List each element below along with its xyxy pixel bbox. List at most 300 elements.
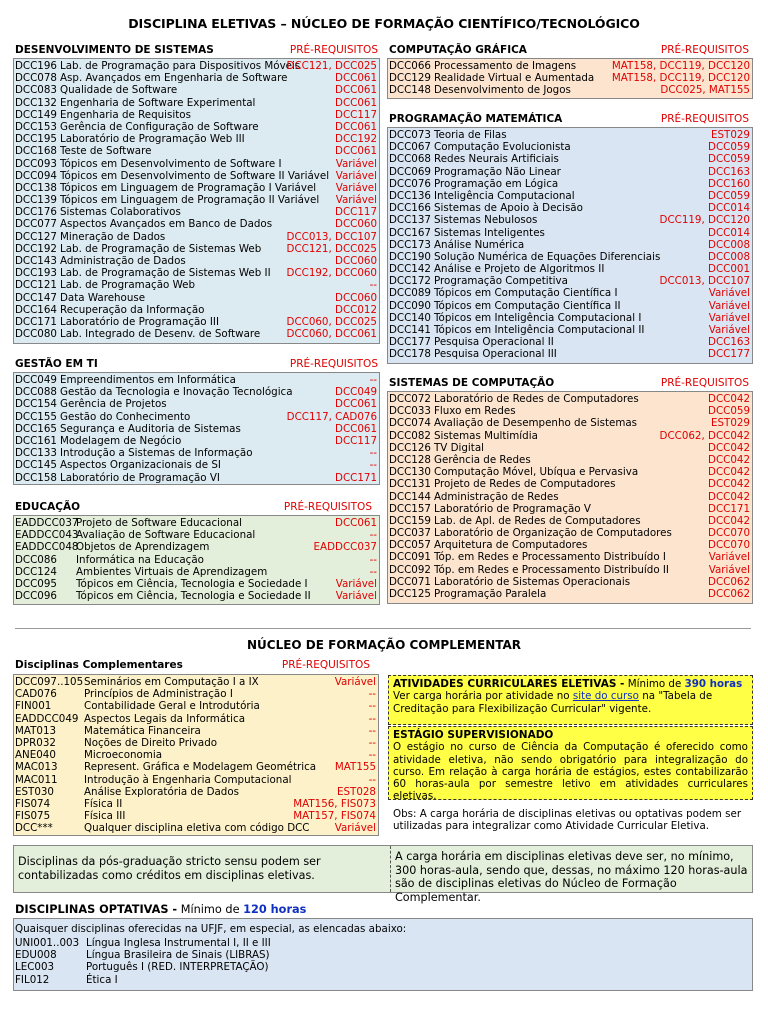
course-prereq: -- [368,712,376,725]
table-row [388,300,752,312]
course-code: DCC154 [15,398,57,411]
section-title: PROGRAMAÇÃO MATEMÁTICA [389,113,563,125]
section-header-desenvolvimento [15,44,378,58]
table-row [14,255,379,267]
course-prereq: Variável [708,551,750,564]
course-code: DCC069 [389,165,431,178]
table-row [14,786,378,798]
course-code: DCC137 [389,214,431,227]
course-prereq: DCC192, DCC060 [286,267,377,280]
course-code: DCC125 [389,588,431,600]
course-name: Lab. de Programação para Dispositivos Móveis [60,60,301,72]
course-prereq: DCC060 [335,255,377,267]
course-prereq: DCC025, MAT155 [660,84,750,97]
course-code: DCC049 [15,374,57,386]
course-prereq: DCC119, DCC120 [659,214,750,227]
course-prereq: DCC042 [708,441,750,454]
course-code: DCC147 [15,291,57,304]
table-row [388,478,752,490]
table-row [388,263,752,275]
table-row [388,430,752,442]
course-name: Tópicos em Inteligência Computacional I [434,311,642,324]
course-code: DCC094 [15,169,57,182]
course-code: DCC166 [389,202,431,215]
course-code: DCC136 [389,189,431,202]
course-code: DCC092 [389,563,431,576]
course-code: DCC129 [389,72,431,85]
course-prereq: DCC001 [708,263,750,276]
course-prereq: DCC117 [335,434,377,447]
course-name: Modelagem de Negócio [60,434,182,447]
table-row [388,588,752,600]
course-prereq: DCC163 [708,336,750,349]
section-title: COMPUTAÇÃO GRÁFICA [389,44,527,56]
course-code: DPR032 [15,736,56,749]
table-row [14,133,379,145]
course-name: Análise Numérica [434,238,525,251]
course-prereq: -- [369,279,377,292]
table-row [388,153,752,165]
course-name: Ética I [86,973,118,986]
table-row [14,386,379,398]
course-code: DCC138 [15,181,57,194]
course-name: Teste de Software [60,145,152,158]
course-code: DCC193 [15,267,57,280]
course-code: DCC093 [15,157,57,170]
course-name: Inteligência Computacional [434,189,575,202]
course-prereq: DCC060, DCC025 [286,315,377,328]
course-name: Data Warehouse [60,291,146,304]
atividades-text1: Ver carga horária por atividade no [393,690,573,703]
table-desenvolvimento [13,58,380,344]
course-prereq: DCC049 [335,386,377,399]
course-code: DCC195 [15,133,57,146]
course-prereq: DCC014 [708,226,750,239]
course-prereq: -- [368,724,376,737]
course-name: Aspectos Legais da Informática [84,712,246,725]
course-prereq: DCC060 [335,291,377,304]
course-name: Português I (RED. INTERPRETAÇÃO) [86,961,269,974]
course-name: Qualidade de Software [60,84,178,97]
course-name: Redes Neurais Artificiais [434,153,559,166]
course-name: Tópicos em Ciência, Tecnologia e Sociedade II [76,590,311,603]
course-name: Laboratório de Programação Web III [60,133,245,146]
prereq-label: PRÉ-REQUISITOS [289,358,378,370]
course-name: Realidade Virtual e Aumentada [434,72,595,85]
table-row [388,72,752,84]
course-code: MAT013 [15,724,57,737]
course-code: DCC131 [389,478,431,491]
table-row [14,194,379,206]
course-prereq: MAT158, DCC119, DCC120 [611,60,750,72]
table-row [388,336,752,348]
course-name: Seminários em Computação I a IX [84,676,259,688]
course-code: DCC074 [389,417,431,430]
course-code: DCC159 [389,514,431,527]
course-code: DCC089 [389,287,431,300]
table-row [388,551,752,563]
course-name: Aspectos Organizacionais de SI [60,459,221,472]
course-name: Empreendimentos em Informática [60,374,236,386]
table-row [14,700,378,712]
course-code: DCC067 [389,141,431,154]
table-row [14,974,752,986]
section-title: DESENVOLVIMENTO DE SISTEMAS [15,44,214,56]
course-prereq: -- [368,688,376,701]
table-row [14,316,379,328]
course-prereq: -- [369,447,377,460]
section-header-sistemas [389,377,749,391]
course-name: Sistemas de Apoio à Decisão [434,202,583,215]
table-row [14,182,379,194]
course-name: Tópicos em Linguagem de Programação II Variável [60,194,320,207]
table-row [388,166,752,178]
section-title: EDUCAÇÃO [15,501,81,513]
table-row [14,145,379,157]
course-code: DCC082 [389,429,431,442]
table-row [14,170,379,182]
table-row [388,515,752,527]
course-name: Laboratório de Organização de Computadores [434,527,672,540]
optativas-intro: Quaisquer disciplinas oferecidas na UFJF, em especial, as elencadas abaixo: [15,923,407,935]
course-name: Pesquisa Operacional III [434,348,557,361]
course-name: Lab. Integrado de Desenv. de Software [60,328,261,341]
course-name: Tópicos em Computação Científica II [434,299,621,312]
course-name: Sistemas Inteligentes [434,226,545,239]
course-code: DCC033 [389,405,431,418]
section-title: Disciplinas Complementares [15,659,183,671]
course-prereq: DCC121, DCC025 [286,60,377,72]
course-prereq: DCC177 [708,348,750,361]
table-row [14,529,379,541]
table-row [388,60,752,72]
course-prereq: Variável [708,324,750,336]
course-name: Tóp. em Redes e Processamento Distribuído II [434,563,669,576]
course-code: ANE040 [15,749,56,762]
course-code: DCC132 [15,96,57,109]
course-code: DCC077 [15,218,57,231]
table-row [14,304,379,316]
course-prereq: -- [368,773,376,786]
course-prereq: Variável [335,577,377,590]
table-row [14,459,379,471]
course-prereq: DCC042 [708,514,750,527]
table-row [388,239,752,251]
course-name: Tópicos em Inteligência Computacional II [434,324,645,336]
course-name: Aspectos Avançados em Banco de Dados [60,218,273,231]
table-row [14,688,378,700]
course-name: Física III [84,810,126,823]
course-code: DCC121 [15,279,57,292]
table-row [14,97,379,109]
course-code: FIS075 [15,810,51,823]
course-name: Projeto de Software Educacional [76,517,243,529]
course-prereq: DCC008 [708,250,750,263]
optativas-header [15,903,306,916]
table-row [14,749,378,761]
course-name: Informática na Educação [76,553,204,566]
course-code: DCC*** [15,822,53,835]
table-row [388,393,752,405]
course-code: DCC124 [15,565,57,578]
course-name: Gestão do Conhecimento [60,410,191,423]
estagio-text: O estágio no curso de Ciência da Computação é oferecido como atividade eletiva, não sendo obrigatório para integralização do curso. Em relação à carga horária de estágios, estes contabilizarão 60 horas-aula por semestre letivo em atividades curriculares eletivas. [393,741,748,803]
course-name: Lab. de Programação de Sistemas Web [60,242,262,255]
course-prereq: -- [368,736,376,749]
table-row [14,554,379,566]
course-name: Introdução à Engenharia Computacional [84,773,292,786]
course-prereq: DCC042 [708,453,750,466]
course-prereq: -- [369,553,377,566]
course-code: DCC127 [15,230,57,243]
table-row [14,949,752,961]
course-prereq: DCC061 [335,145,377,158]
table-row [388,214,752,226]
course-code: DCC190 [389,250,431,263]
course-prereq: -- [369,459,377,472]
course-prereq: EST029 [711,417,750,430]
course-code: DCC139 [15,194,57,207]
course-code: DCC145 [15,459,57,472]
table-gestao [13,372,380,485]
pos-grad-note: Disciplinas da pós-graduação stricto sensu podem ser contabilizadas como créditos em disciplinas eletivas. [18,855,321,882]
table-row [388,84,752,96]
site-do-curso-link[interactable]: site do curso [572,690,639,703]
course-code: DCC196 [15,60,57,72]
course-code: DCC090 [389,299,431,312]
table-row [388,503,752,515]
course-name: Microeconomia [84,749,163,762]
table-row [14,566,379,578]
table-row [14,374,379,386]
course-prereq: EST028 [337,785,376,798]
course-code: FIL012 [15,973,50,986]
optativas-min-label: Mínimo de [177,903,244,916]
course-name: Sistemas Colaborativos [60,206,181,219]
course-prereq: DCC059 [708,405,750,418]
course-prereq: DCC062 [708,575,750,588]
course-code: DCC142 [389,263,431,276]
course-code: DCC037 [389,527,431,540]
table-row [14,411,379,423]
course-prereq: DCC061 [335,72,377,85]
table-row [14,590,379,602]
table-row [388,405,752,417]
table-row [388,417,752,429]
course-code: EDU008 [15,949,57,962]
course-prereq: DCC013, DCC107 [286,230,377,243]
course-prereq: Variável [334,822,376,835]
course-prereq: DCC061 [335,517,377,529]
table-row [14,578,379,590]
course-code: DCC153 [15,120,57,133]
table-row [388,527,752,539]
course-name: Engenharia de Software Experimental [60,96,256,109]
course-name: Laboratório de Programação VI [60,471,220,484]
course-name: Pesquisa Operacional II [434,336,554,349]
course-prereq: Variável [334,676,376,688]
table-row [388,287,752,299]
table-row [14,937,752,949]
course-prereq: EST029 [711,129,750,141]
course-name: Laboratório de Sistemas Operacionais [434,575,631,588]
course-code: FIN001 [15,700,52,713]
course-code: DCC057 [389,539,431,552]
course-name: Engenharia de Requisitos [60,108,191,121]
course-name: Física II [84,797,123,810]
table-row [14,961,752,973]
prereq-label: PRÉ-REQUISITOS [289,44,378,56]
table-row [14,541,379,553]
course-name: Segurança e Auditoria de Sistemas [60,422,241,435]
course-name: Análise Exploratória de Dados [84,785,240,798]
course-code: EADDCC048 [15,541,79,554]
table-row [388,324,752,336]
course-code: DCC143 [15,255,57,267]
course-code: MAC013 [15,761,58,774]
course-prereq: DCC061 [335,398,377,411]
table-row [388,202,752,214]
table-row [14,158,379,170]
course-prereq: Variável [708,287,750,300]
course-code: DCC141 [389,324,431,336]
course-name: Sistemas Nebulosos [434,214,538,227]
course-code: UNI001..003 [15,937,80,949]
course-code: EADDCC043 [15,529,79,542]
table-row [14,398,379,410]
table-row [14,231,379,243]
course-code: DCC167 [389,226,431,239]
course-name: Objetos de Aprendizagem [76,541,210,554]
table-row [14,243,379,255]
course-prereq: -- [368,749,376,762]
course-code: DCC086 [15,553,57,566]
table-row [14,761,378,773]
table-row [14,737,378,749]
optativas-hours: 120 horas [243,903,307,916]
course-name: Ambientes Virtuais de Aprendizagem [76,565,268,578]
course-prereq: Variável [335,169,377,182]
course-name: Língua Brasileira de Sinais (LIBRAS) [86,949,270,962]
course-prereq: DCC042 [708,466,750,479]
course-name: Matemática Financeira [84,724,201,737]
course-code: DCC088 [15,386,57,399]
section-header-matematica [389,113,749,127]
course-code: DCC177 [389,336,431,349]
course-name: Represent. Gráfica e Modelagem Geométrica [84,761,317,774]
course-code: DCC133 [15,447,57,460]
course-name: TV Digital [434,441,485,454]
course-name: Sistemas Multimídia [434,429,538,442]
course-prereq: -- [369,565,377,578]
course-prereq: DCC117, CAD076 [286,410,377,423]
course-code: DCC078 [15,72,57,85]
course-code: DCC128 [389,453,431,466]
course-prereq: DCC062, DCC042 [659,429,750,442]
table-row [388,348,752,360]
course-code: DCC158 [15,471,57,484]
table-row [14,84,379,96]
course-name: Língua Inglesa Instrumental I, II e III [86,937,271,949]
table-row [14,472,379,484]
table-row [14,517,379,529]
course-name: Laboratório de Programação III [60,315,219,328]
table-row [388,275,752,287]
course-name: Solução Numérica de Equações Diferenciais [434,250,661,263]
course-name: Projeto de Redes de Computadores [434,478,616,491]
course-code: EST030 [15,785,54,798]
course-code: DCC165 [15,422,57,435]
course-prereq: DCC059 [708,141,750,154]
course-name: Tópicos em Desenvolvimento de Software II Variável [60,169,330,182]
course-code: EADDCC049 [15,712,79,725]
section-title: SISTEMAS DE COMPUTAÇÃO [389,377,555,389]
table-row [388,454,752,466]
table-row [388,564,752,576]
course-prereq: Variável [708,563,750,576]
course-prereq: -- [369,374,377,386]
course-code: DCC097..105 [15,676,84,688]
course-prereq: -- [368,700,376,713]
course-prereq: Variável [335,194,377,207]
atividades-hours: 390 horas [684,678,743,690]
course-code: DCC178 [389,348,431,361]
table-row [388,129,752,141]
course-code: DCC080 [15,328,57,341]
course-code: DCC148 [389,84,431,97]
section-header-complementares [15,659,370,673]
table-row [14,676,378,688]
course-code: DCC144 [389,490,431,503]
course-name: Lab. de Programação Web [60,279,196,292]
course-name: Avaliação de Desempenho de Sistemas [434,417,638,430]
course-prereq: Variável [708,299,750,312]
section-header-gestao [15,358,378,372]
table-row [14,267,379,279]
table-row [14,798,378,810]
atividades-min-label: Mínimo de [624,678,685,690]
course-name: Tópicos em Computação Científica I [434,287,618,300]
course-name: Teoria de Filas [434,129,507,141]
course-name: Introdução a Sistemas de Informação [60,447,253,460]
course-name: Programação Competitiva [434,275,568,288]
prereq-label: PRÉ-REQUISITOS [283,501,372,513]
course-code: DCC068 [389,153,431,166]
course-name: Noções de Direito Privado [84,736,218,749]
course-name: Programação Paralela [434,588,547,600]
course-code: DCC176 [15,206,57,219]
course-name: Laboratório de Redes de Computadores [434,393,639,405]
course-prereq: Variável [335,590,377,603]
course-name: Tóp. em Redes e Processamento Distribuído I [434,551,666,564]
course-name: Programação Não Linear [434,165,561,178]
complementar-title: NÚCLEO DE FORMAÇÃO COMPLEMENTAR [246,638,522,652]
table-grafica [387,58,753,99]
prereq-label: PRÉ-REQUISITOS [660,44,749,56]
course-name: Computação Móvel, Ubíqua e Pervasiva [434,466,639,479]
atividades-text2: na "Tabela de Creditação para Flexibilização Curricular" vigente. [393,690,713,715]
course-prereq: MAT158, DCC119, DCC120 [611,72,750,85]
table-row [14,725,378,737]
carga-note: A carga horária em disciplinas eletivas deve ser, no mínimo, 300 horas-aula, sendo que, dessas, no máximo 120 horas-aula são de disciplinas eletivas do Núcleo de Formação Complementar. [395,850,748,904]
table-sistemas [387,391,753,604]
course-name: Arquitetura de Computadores [434,539,588,552]
optativas-title: DISCIPLINAS OPTATIVAS - [15,903,178,916]
table-row [14,774,378,786]
table-row [14,279,379,291]
course-prereq: DCC012 [335,303,377,316]
course-prereq: Variável [708,311,750,324]
